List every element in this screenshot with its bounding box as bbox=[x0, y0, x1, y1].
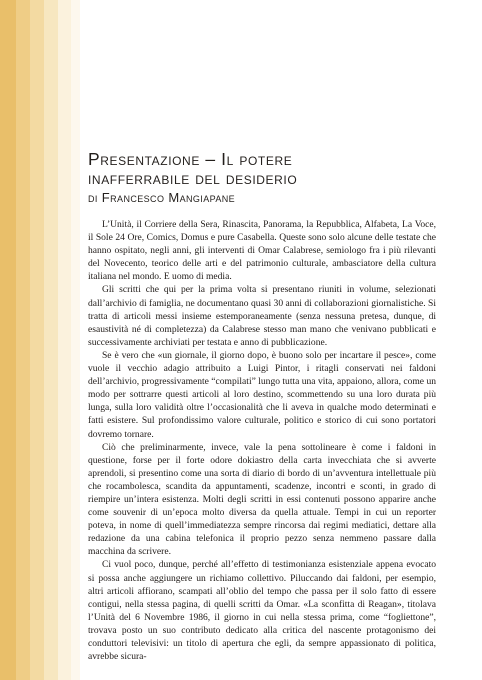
stripe bbox=[71, 0, 80, 680]
stripe bbox=[0, 0, 16, 680]
author-byline: di Francesco Mangiapane bbox=[88, 190, 236, 205]
stripe bbox=[58, 0, 71, 680]
stripe bbox=[30, 0, 44, 680]
page-content bbox=[88, 150, 436, 663]
decorative-stripes bbox=[0, 0, 80, 680]
stripe bbox=[16, 0, 30, 680]
paragraph: Ciò che preliminarmente, invece, vale la pena sottolineare è come i faldoni in questione, forse per il forte odore dokiastro della carta invecchiata che si avverte aprendoli, si presentino come una sorta di diario di bordo di un’avventura intellettuale più che rocambolesca, scandita da appuntamenti, scadenze, incontri e sconti, in grado di riempire un’intera esistenza. Molti degli scritti in essi contenuti possono apparire anche come souvenir di un’epoca molto diversa da quella attuale. Tempi in cui un reporter poteva, in nome di quell’immediatezza sempre rincorsa dai regimi mediatici, dettare alla redazione da una cabina telefonica il proprio pezzo senza nemmeno passare dalla macchina da scrivere. bbox=[88, 441, 436, 558]
paragraph: L’Unità, il Corriere della Sera, Rinascita, Panorama, la Repubblica, Alfabeta, La Voce, il Sole 24 Ore, Comics, Domus e pure Casabella. Queste sono solo alcune delle testate che hanno ospitato, negli anni, gli interventi di Omar Calabrese, semiologo fra i più rilevanti del Novecento, teorico delle arti e del patrimonio culturale, ambasciatore della cultura italiana nel mondo. E uomo di media. bbox=[88, 219, 436, 283]
paragraph: Gli scritti che qui per la prima volta si presentano riuniti in volume, selezionati dall’archivio di famiglia, ne documentano quasi 30 anni di collaborazioni giornalistiche. Si tratta di articoli messi insieme estemporaneamente (senza nessuna pretesa, dunque, di esaustività né di completezza) da Calabrese stesso man mano che venivano pubblicati e successivamente archiviati per testata e anno di pubblicazione. bbox=[88, 284, 436, 348]
page-title bbox=[88, 150, 436, 188]
paragraph: Ci vuol poco, dunque, perché all’effetto di testimonianza esistenziale appena evocato si possa anche aggiungere un richiamo collettivo. Piluccando dai faldoni, per esempio, altri articoli affiorano, scampati all’oblio del tempo che passa per il solo fatto di essere contigui, nella stessa pagina, di quelli scritti da Omar. «La sconfitta di Reagan», titolava l’Unità del 6 Novembre 1986, il giorno in cui nella stessa prima, come “fogliettone”, trovava posto un suo contributo dedicato alla critica del nascente protagonismo dei conduttori televisivi: un titolo di apertura che egli, da sempre appassionato di politica, avrebbe sicura- bbox=[88, 559, 436, 663]
title-line-1: Presentazione – Il potere bbox=[88, 149, 293, 169]
stripe bbox=[44, 0, 58, 680]
paragraph: Se è vero che «un giornale, il giorno dopo, è buono solo per incartare il pesce», come vuole il vecchio adagio attribuito a Luigi Pintor, i ritagli conservati nei faldoni dell’archivio, progressivamente “compilati” lungo tutta una vita, appaiono, allora, come un modo per sottrarre questi articoli al loro destino, scommettendo su una loro durata più lunga, sulla loro validità oltre l’occasionalità che li aveva in qualche modo determinati e fatti esistere. Sul profondissimo valore culturale, politico e storico di cui sono portatori dovremo tornare. bbox=[88, 349, 436, 440]
title-line-2: inafferrabile del desiderio bbox=[88, 168, 298, 188]
